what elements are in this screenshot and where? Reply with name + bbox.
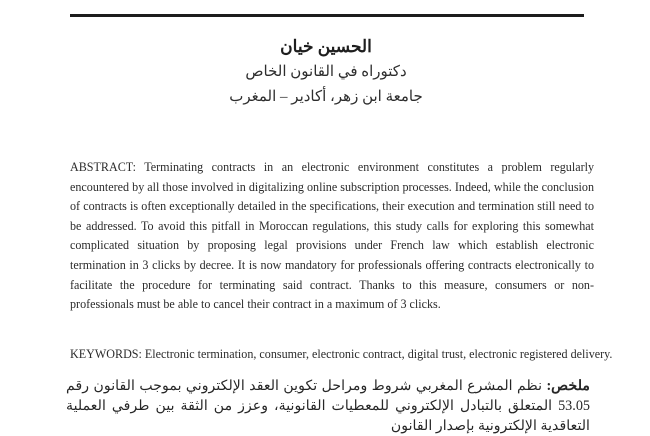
keywords-paragraph <box>70 345 613 364</box>
arabic-summary-text: نظم المشرع المغربي شروط ومراحل تكوين العقد الإلكتروني بموجب القانون رقم 53.05 المتعلق بالتبادل الإلكتروني للمعطيات القانونية، وعزز من الثقة بين طرفي العملية التعاقدية الإلكترونية بإصدار القانون <box>66 378 590 434</box>
keywords-label: KEYWORDS: <box>70 347 142 361</box>
author-affiliation: جامعة ابن زهر، أكادير – المغرب <box>229 89 423 105</box>
author-name: الحسين خيان <box>280 37 372 56</box>
arabic-summary-label: ملخص: <box>546 378 590 394</box>
top-rule <box>70 14 584 17</box>
arabic-summary-paragraph <box>66 376 590 436</box>
abstract-paragraph <box>70 158 594 315</box>
author-title: دكتوراه في القانون الخاص <box>245 64 407 80</box>
abstract-text: Terminating contracts in an electronic environment constitutes a problem regularly encountered by all those involved in digitalizing online subscription processes. Indeed, while the conclusion of contracts is often exceptionally detailed in the specifications, their execution and termination still need to be addressed. To avoid this pitfall in Moroccan regulations, this study calls for exploring this somewhat complicated situation by proposing legal provisions under French law which establish electronic termination in 3 clicks by decree. It is now mandatory for professionals offering contracts electronically to facilitate the procedure for terminating said contract. Thanks to this measure, consumers or non-professionals must be able to cancel their contract in a maximum of 3 clicks. <box>70 160 595 312</box>
author-block <box>120 34 532 110</box>
keywords-text: Electronic termination, consumer, electronic contract, digital trust, electronic registered delivery. <box>144 347 613 361</box>
abstract-label: ABSTRACT: <box>70 160 136 174</box>
